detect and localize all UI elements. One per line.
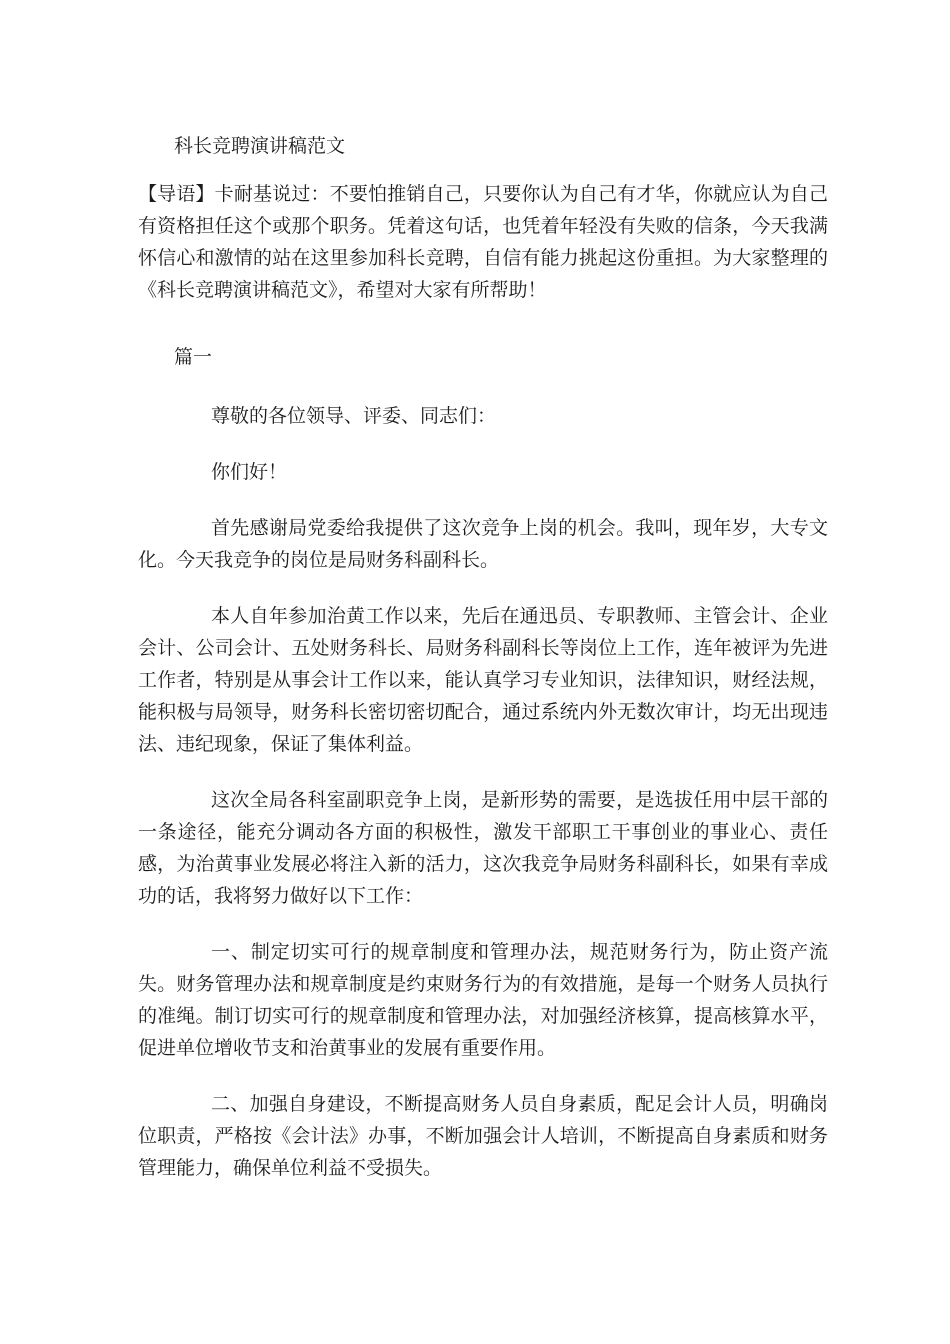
- paragraph-motivation: 这次全局各科室副职竞争上岗，是新形势的需要，是选拔任用中层干部的一条途径，能充分调动各方面的积极性，激发干部职工干事创业的事业心、责任感，为治黄事业发展必将注入新的活力，这次我竞争局财务科副科长，如果有幸成功的话，我将努力做好以下工作：: [138, 789, 828, 907]
- lead-paragraph: 【导语】卡耐基说过：不要怕推销自己，只要你认为自己有才华，你就应认为自己有资格担任这个或那个职务。凭着这句话，也凭着年轻没有失败的信条，今天我满怀信心和激情的站在这里参加科长竞聘，自信有能力挑起这份重担。为大家整理的《科长竞聘演讲稿范文》，希望对大家有所帮助！: [138, 183, 828, 301]
- paragraph-plan-two: 二、加强自身建设，不断提高财务人员自身素质，配足会计人员，明确岗位职责，严格按《会计法》办事，不断加强会计人培训，不断提高自身素质和财务管理能力，确保单位利益不受损失。: [138, 1093, 828, 1179]
- salutation: 尊敬的各位领导、评委、同志们：: [211, 405, 497, 427]
- section-heading: 篇一: [174, 346, 213, 368]
- paragraph-intro: 首先感谢局党委给我提供了这次竞争上岗的机会。我叫，现年岁，大专文化。今天我竞争的岗位是局财务科副科长。: [138, 517, 828, 571]
- paragraph-plan-one: 一、制定切实可行的规章制度和管理办法，规范财务行为，防止资产流失。财务管理办法和规章制度是约束财务行为的有效措施，是每一个财务人员执行的准绳。制订切实可行的规章制度和管理办法，对加强经济核算，提高核算水平，促进单位增收节支和治黄事业的发展有重要作用。: [138, 941, 828, 1059]
- greeting: 你们好！: [211, 461, 288, 483]
- document-body: [138, 130, 828, 1208]
- document-title: 科长竞聘演讲稿范文: [174, 135, 346, 157]
- paragraph-experience: 本人自年参加治黄工作以来，先后在通迅员、专职教师、主管会计、企业会计、公司会计、五处财务科长、局财务科副科长等岗位上工作，连年被评为先进工作者，特别是从事会计工作以来，能认真学习专业知识，法律知识，财经法规，能积极与局领导，财务科长密切密切配合，通过系统内外无数次审计，均无出现违法、违纪现象，保证了集体利益。: [138, 605, 828, 755]
